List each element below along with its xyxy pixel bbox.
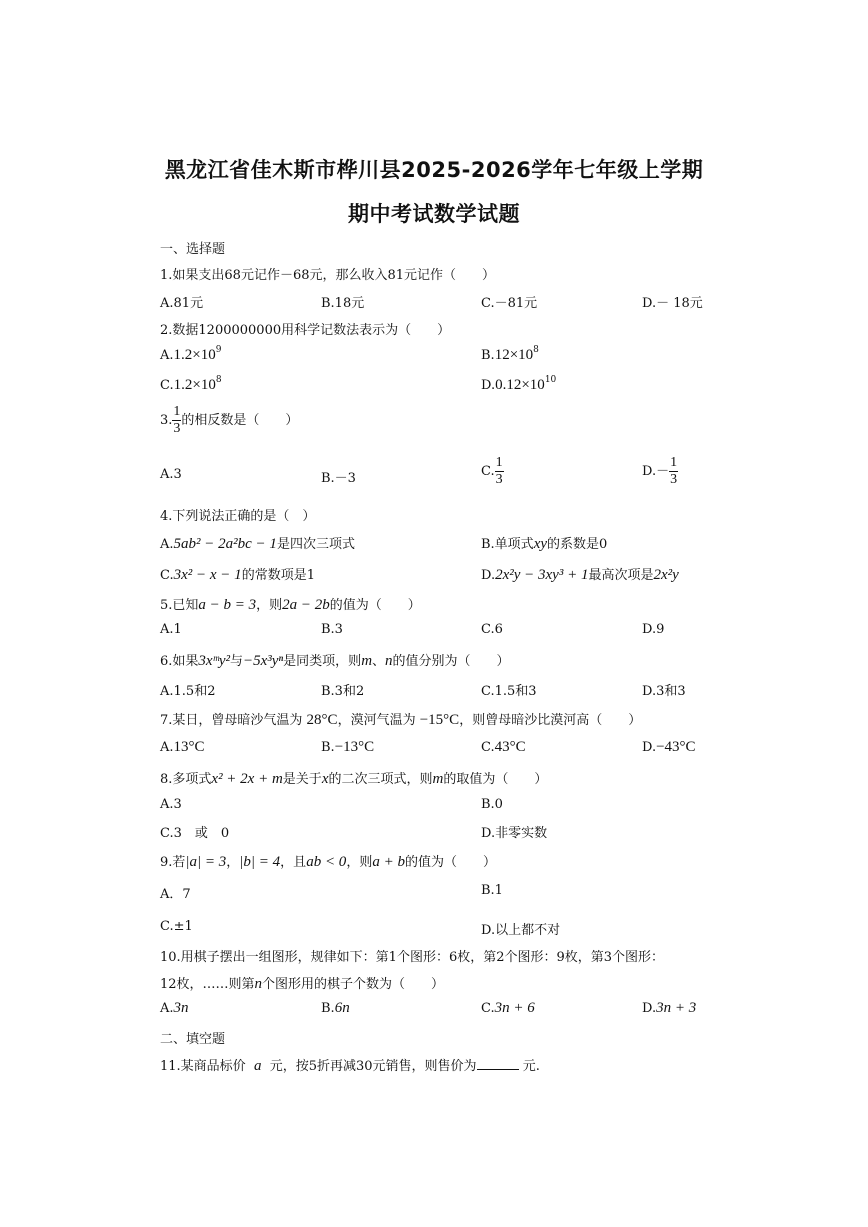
q4-option-a: A.5ab² − 2a²bc − 1是四次三项式: [160, 536, 355, 552]
q5-option-d: D.9: [642, 622, 665, 637]
q2-stem: 2.数据1200000000用科学记数法表示为（ ）: [160, 323, 451, 338]
q10-option-d: D.3n + 3: [642, 1000, 697, 1016]
q4-stem: 4.下列说法正确的是（ ）: [160, 509, 316, 524]
q4-option-d: D.2x²y − 3xy³ + 1最高次项是2x²y: [481, 567, 679, 583]
q7-option-c: C.43°C: [481, 739, 526, 755]
q9-option-b: B.1: [481, 883, 503, 898]
q6-stem: 6.如果3xᵐy²与−5x³yⁿ是同类项，则m、n的值分别为（ ）: [160, 653, 510, 669]
q3-option-d: D.－ $\frac{1}{3}$: [642, 455, 678, 487]
q2-option-b: $B.12\times 10^8$: [481, 345, 539, 363]
q5-option-c: C.6: [481, 622, 503, 637]
q3-option-c: C. $\frac{1}{3}$: [481, 455, 503, 487]
q5-stem: 5.已知a − b = 3，则2a − 2b的值为（ ）: [160, 597, 421, 613]
q8-option-d: D.非零实数: [481, 826, 548, 841]
q8-option-a: A.3: [160, 797, 182, 812]
q9-option-d: D.以上都不对: [481, 923, 561, 938]
q10-option-a: A.3n: [160, 1000, 189, 1016]
q11-stem: 11.某商品标价 a 元，按5折再减30元销售，则售价为 元.: [160, 1058, 540, 1074]
q8-option-c: C.3 或 0: [160, 826, 230, 841]
q6-option-c: C.1.5和3: [481, 684, 537, 699]
q1-option-a: A.81元: [160, 296, 204, 311]
q6-option-b: B.3和2: [321, 684, 365, 699]
q1-stem: 1.如果支出68元记作－68元，那么收入81元记作（ ）: [160, 268, 496, 283]
q1-option-d: D.－ 18元: [642, 296, 703, 311]
q7-stem: 7.某日，曾母暗沙气温为 28°C，漠河气温为 −15°C，则曾母暗沙比漠河高（ ）: [160, 712, 642, 728]
q3-option-a: A.3: [160, 467, 182, 482]
q3-option-b: B.－3: [321, 471, 356, 486]
q7-option-d: D.−43°C: [642, 739, 696, 755]
q7-option-b: B.−13°C: [321, 739, 375, 755]
q6-option-a: A.1.5和2: [160, 684, 216, 699]
section-fill-blank: 二、填空题: [160, 1032, 226, 1047]
q8-stem: 8.多项式x² + 2x + m是关于x的二次三项式，则m的取值为（ ）: [160, 771, 548, 787]
q3-stem: 3. $\frac{1}{3}$ 的相反数是（ ）: [160, 404, 299, 436]
q2-option-a: $A.1.2\times 10^9$: [160, 345, 222, 363]
exam-title-line1: 黑龙江省佳木斯市桦川县2025-2026学年七年级上学期: [164, 158, 704, 182]
q10-stem-line1: 10.用棋子摆出一组图形，规律如下：第1个图形：6枚，第2个图形：9枚，第3个图形：: [160, 950, 665, 965]
q10-option-b: B.6n: [321, 1000, 350, 1016]
q2-option-d: $D.0.12\times 10^{10}$: [481, 375, 557, 393]
q9-stem: 9.若|a| = 3，|b| = 4，且ab < 0，则a + b的值为（ ）: [160, 854, 496, 870]
q5-option-b: B.3: [321, 622, 343, 637]
q9-option-c: C.±1: [160, 919, 193, 934]
q9-option-a: A．7: [160, 887, 191, 902]
q8-option-b: B.0: [481, 797, 503, 812]
q4-option-b: B.单项式xy的系数是0: [481, 536, 608, 552]
q10-stem-line2: 12枚，……则第n个图形用的棋子个数为（ ）: [160, 976, 445, 992]
q3-fraction: $\frac{1}{3}$: [173, 404, 181, 436]
q6-option-d: D.3和3: [642, 684, 686, 699]
q2-option-c: $C.1.2\times 10^8$: [160, 375, 222, 393]
section-choice: 一、选择题: [160, 242, 226, 257]
q1-option-b: B.18元: [321, 296, 365, 311]
q11-answer-blank: [477, 1059, 519, 1070]
exam-title-line2: 期中考试数学试题: [348, 202, 520, 226]
q10-option-c: C.3n + 6: [481, 1000, 535, 1016]
q7-option-a: A.13°C: [160, 739, 205, 755]
q5-option-a: A.1: [160, 622, 182, 637]
q4-option-c: C.3x² − x − 1的常数项是1: [160, 567, 315, 583]
q1-option-c: C.－81元: [481, 296, 538, 311]
